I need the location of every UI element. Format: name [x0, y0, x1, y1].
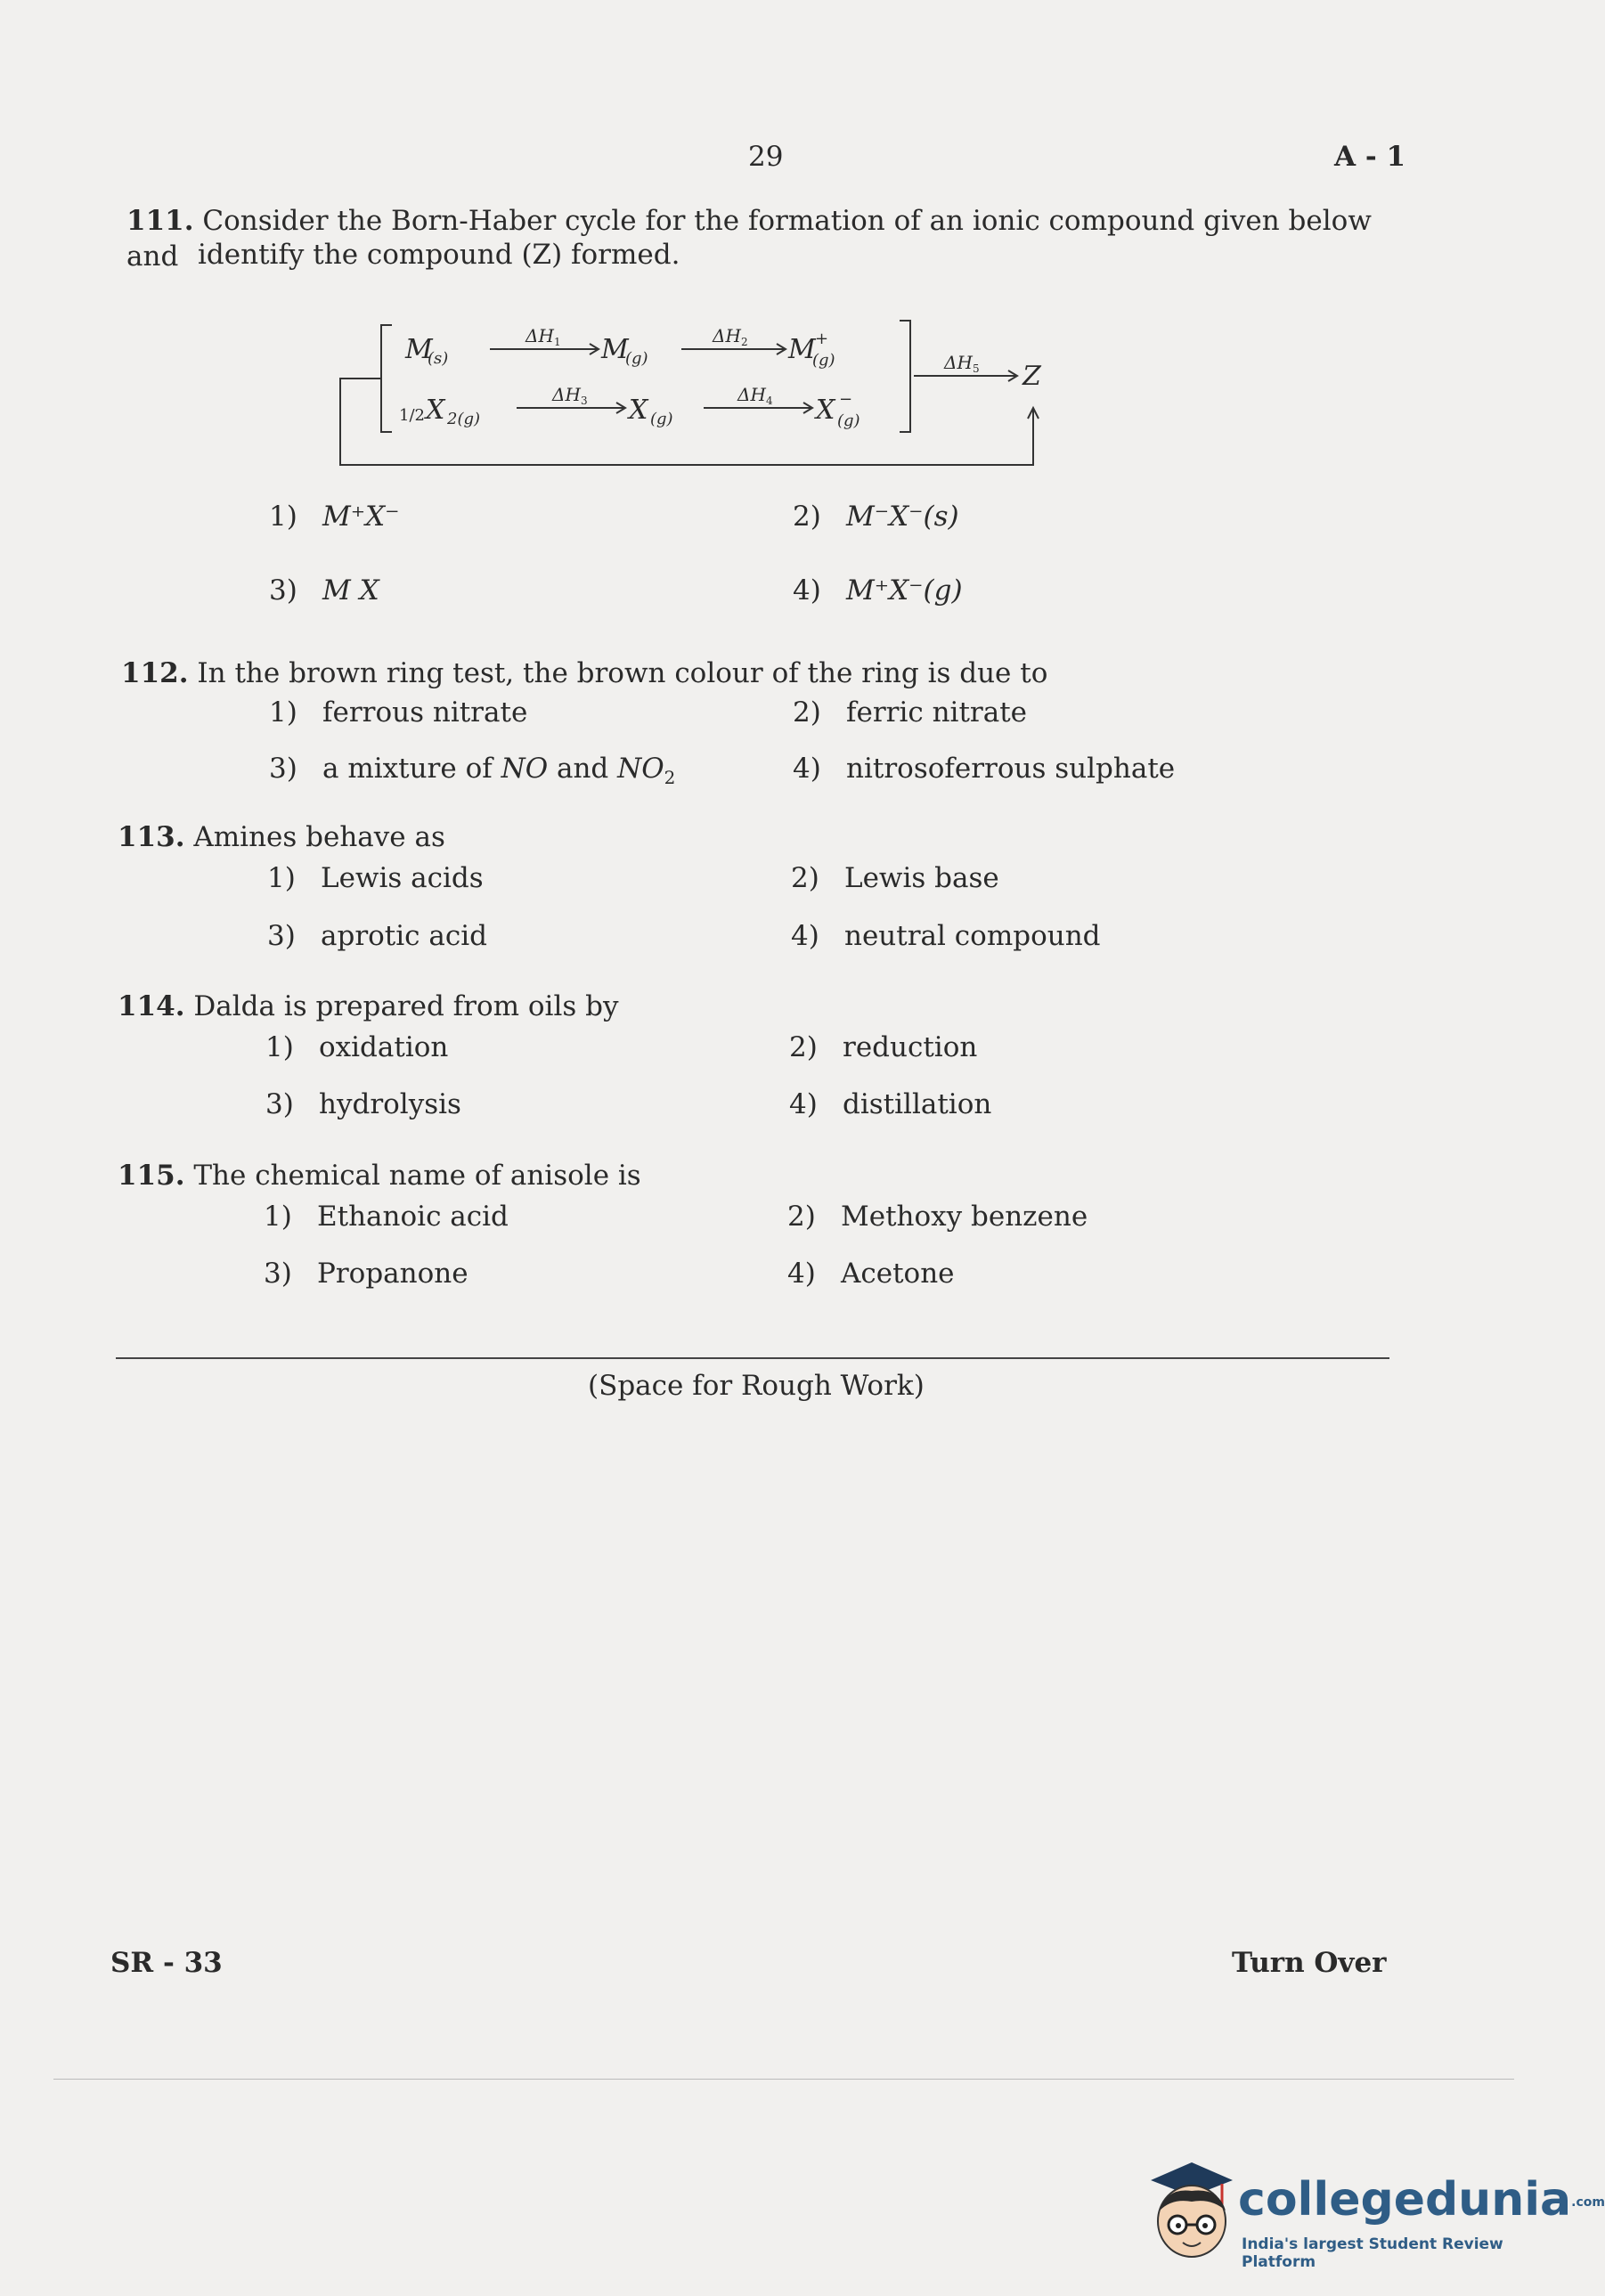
q115-option-4[interactable] — [787, 1258, 955, 1290]
x2-gas-sub: 2(g) — [447, 410, 481, 428]
left-bracket — [381, 325, 392, 432]
option-label: M⁻X⁻(s) — [846, 501, 959, 533]
option-label: M⁺X⁻(g) — [846, 574, 963, 607]
dh1-sub: 1 — [554, 336, 561, 348]
q115-option-3[interactable] — [264, 1258, 468, 1290]
option-number: 2) — [789, 1031, 818, 1063]
option-label-pre: a mixture of — [322, 753, 501, 785]
option-number: 4) — [793, 753, 821, 785]
dh1-label: ΔH — [525, 325, 554, 346]
dh3-label: ΔH — [552, 384, 581, 405]
m-solid: M — [405, 334, 433, 365]
option-number: 4) — [793, 574, 821, 607]
paper-code: A - 1 — [1334, 141, 1406, 173]
option-number: 1) — [264, 1201, 292, 1233]
option-number: 2) — [793, 696, 821, 729]
option-number: 3) — [265, 1088, 294, 1120]
born-haber-diagram — [330, 312, 1051, 472]
dh5-label: ΔH — [944, 352, 973, 373]
question-text: The chemical name of anisole is — [193, 1160, 641, 1192]
mascot-icon — [1140, 2146, 1238, 2271]
right-bracket — [900, 321, 910, 432]
option-label: Lewis base — [844, 862, 999, 894]
born-haber-svg — [330, 312, 1051, 472]
option-label-no2: NO — [617, 753, 664, 785]
collegedunia-logo — [1140, 2146, 1605, 2280]
dh2-sub: 2 — [741, 336, 748, 348]
question-114 — [118, 989, 619, 1024]
brand-suffix: .com — [1571, 2195, 1605, 2210]
q113-option-1[interactable] — [267, 862, 484, 894]
page-number: 29 — [748, 141, 784, 173]
q111-option-3[interactable] — [269, 574, 379, 607]
m-gas-sub: (g) — [625, 349, 648, 368]
dh5-sub: 5 — [973, 362, 980, 375]
option-label: M⁺X⁻ — [322, 501, 400, 533]
option-label-no: NO — [501, 753, 549, 785]
m-solid-sub: (s) — [428, 349, 449, 368]
q112-option-4[interactable] — [793, 753, 1175, 785]
option-label: M X — [322, 574, 379, 607]
x-gas-sub: (g) — [650, 410, 673, 428]
option-number: 2) — [791, 862, 819, 894]
q114-option-2[interactable] — [789, 1031, 977, 1063]
option-number: 2) — [787, 1201, 816, 1233]
q114-option-4[interactable] — [789, 1088, 991, 1120]
brand-name — [1238, 2173, 1605, 2227]
option-label: ferric nitrate — [846, 696, 1028, 729]
question-number: 113. — [118, 821, 185, 853]
z-product: Z — [1022, 361, 1041, 392]
option-number: 3) — [269, 753, 297, 785]
q112-option-3[interactable] — [269, 753, 675, 788]
x-anion-sup: − — [839, 390, 853, 409]
option-number: 1) — [269, 501, 297, 533]
brand-name-text: collegedunia — [1238, 2173, 1572, 2227]
q115-option-2[interactable] — [787, 1201, 1088, 1233]
question-112 — [121, 655, 1047, 691]
question-text: In the brown ring test, the brown colour of the ring is due to — [197, 657, 1048, 689]
question-number: 112. — [121, 657, 189, 689]
m-cation: M — [788, 334, 816, 365]
option-number: 1) — [267, 862, 296, 894]
option-label: Acetone — [841, 1258, 955, 1290]
dh3-sub: 3 — [581, 395, 588, 407]
option-label: hydrolysis — [319, 1088, 461, 1120]
x2-gas: X — [426, 395, 445, 426]
option-label: neutral compound — [844, 920, 1101, 952]
x-gas: X — [629, 395, 648, 426]
dh4-label: ΔH — [737, 384, 766, 405]
page-bottom-line — [53, 2079, 1514, 2080]
option-number: 3) — [267, 920, 296, 952]
option-label: distillation — [843, 1088, 992, 1120]
footer-series-code: SR - 33 — [110, 1947, 223, 1979]
option-label: nitrosoferrous sulphate — [846, 753, 1176, 785]
rough-work-divider — [116, 1357, 1389, 1359]
q114-option-3[interactable] — [265, 1088, 461, 1120]
question-text: Amines behave as — [193, 821, 445, 853]
q113-option-3[interactable] — [267, 920, 487, 952]
half-fraction: 1/2 — [399, 406, 425, 425]
question-115 — [118, 1158, 641, 1193]
option-number: 1) — [269, 696, 297, 729]
option-number: 3) — [269, 574, 297, 607]
option-number: 3) — [264, 1258, 292, 1290]
question-number: 115. — [118, 1160, 185, 1192]
option-label: Propanone — [317, 1258, 468, 1290]
option-label: Methoxy benzene — [841, 1201, 1088, 1233]
dh2-label: ΔH — [713, 325, 741, 346]
q111-option-2[interactable] — [793, 501, 959, 533]
q112-option-1[interactable] — [269, 696, 527, 729]
question-number: 111. — [126, 205, 194, 237]
dh4-sub: 4 — [766, 395, 773, 407]
q113-option-2[interactable] — [791, 862, 999, 894]
m-cation-sup: + — [815, 330, 829, 348]
option-label: Ethanoic acid — [317, 1201, 509, 1233]
question-111-line2: identify the compound (Z) formed. — [198, 239, 680, 271]
option-label-mid: and — [548, 753, 618, 785]
footer-turn-over: Turn Over — [1232, 1947, 1387, 1979]
question-text: Consider the Born-Haber cycle for the formation of an ionic compound given below and — [126, 205, 1372, 273]
option-label-sub: 2 — [664, 767, 676, 789]
option-number: 2) — [793, 501, 821, 533]
x-anion: X — [816, 395, 835, 426]
brand-tagline: India's largest Student Review Platform — [1242, 2235, 1503, 2271]
option-number: 4) — [789, 1088, 818, 1120]
question-113 — [118, 819, 445, 855]
question-number: 114. — [118, 990, 185, 1022]
option-label: aprotic acid — [321, 920, 487, 952]
rough-work-label: (Space for Rough Work) — [588, 1370, 925, 1402]
m-cation-sub: (g) — [812, 351, 835, 370]
x-anion-sub: (g) — [837, 411, 860, 430]
q114-option-1[interactable] — [265, 1031, 448, 1063]
option-label: Lewis acids — [321, 862, 484, 894]
option-number: 4) — [787, 1258, 816, 1290]
option-label: reduction — [843, 1031, 978, 1063]
option-number: 4) — [791, 920, 819, 952]
q111-option-4[interactable] — [793, 574, 963, 607]
question-text: Dalda is prepared from oils by — [193, 990, 619, 1022]
q115-option-1[interactable] — [264, 1201, 509, 1233]
q113-option-4[interactable] — [791, 920, 1101, 952]
option-number: 1) — [265, 1031, 294, 1063]
option-label: ferrous nitrate — [322, 696, 528, 729]
option-label: oxidation — [319, 1031, 449, 1063]
q111-option-1[interactable] — [269, 501, 400, 533]
q112-option-2[interactable] — [793, 696, 1027, 729]
m-gas: M — [601, 334, 629, 365]
